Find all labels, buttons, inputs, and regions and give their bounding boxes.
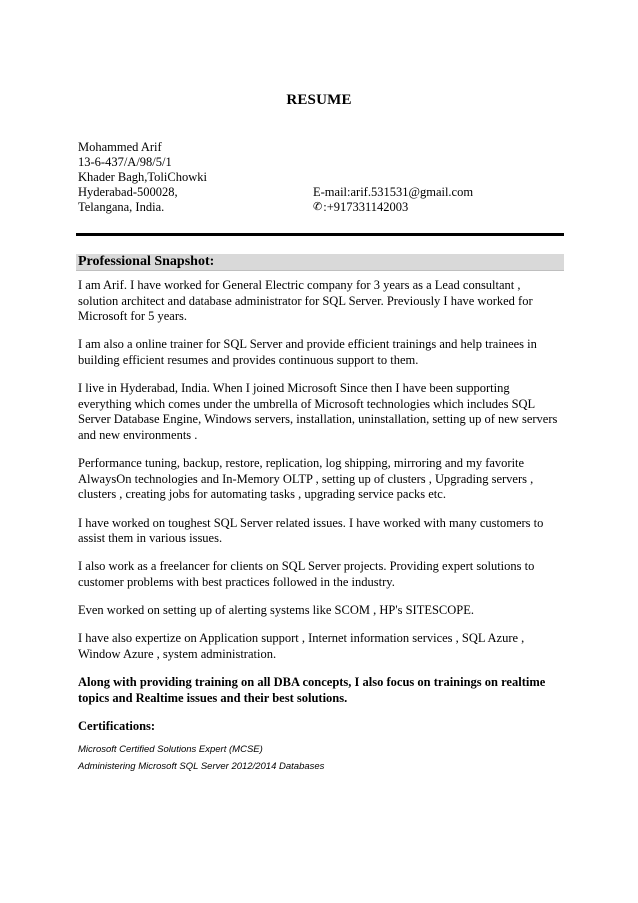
paragraph: I am Arif. I have worked for General Electric company for 3 years as a Lead consultant , solution architect and database administrator for SQL Server. Previously I have worked for Microsoft for 5 years. — [78, 278, 533, 324]
contact-state: Telangana, India. — [78, 200, 165, 214]
paragraph: I am also a online trainer for SQL Server and provide efficient trainings and help trainees in building efficient resumes and provides continuous support to them. — [78, 337, 537, 367]
contact-details — [313, 185, 473, 215]
highlight-paragraph: Along with providing training on all DBA concepts, I also focus on trainings on realtime topics and Realtime issues and their best solutions. — [78, 675, 546, 705]
contact-email: E-mail:arif.531531@gmail.com — [313, 185, 474, 199]
contact-block — [78, 140, 207, 215]
contact-phone: :+917331142003 — [323, 200, 409, 214]
contact-address-line2: Khader Bagh,ToliChowki — [78, 170, 207, 184]
contact-address-line1: 13-6-437/A/98/5/1 — [78, 155, 172, 169]
paragraph: Even worked on setting up of alerting systems like SCOM , HP's SITESCOPE. — [78, 603, 474, 618]
section-header-bar — [76, 254, 564, 271]
certifications-heading: Certifications: — [78, 718, 156, 733]
snapshot-body — [78, 278, 562, 775]
resume-title: RESUME — [286, 92, 352, 108]
contact-city: Hyderabad-500028, — [78, 185, 178, 199]
header-divider — [76, 233, 564, 236]
certification-item: Microsoft Certified Solutions Expert (MCSE) — [78, 744, 263, 756]
certification-item: Administering Microsoft SQL Server 2012/2014 Databases — [78, 761, 325, 773]
contact-phone-row — [313, 200, 473, 215]
paragraph: I have worked on toughest SQL Server related issues. I have worked with many customers to assist them in various issues. — [78, 515, 544, 546]
phone-icon: ✆ — [313, 201, 323, 213]
paragraph: I also work as a freelancer for clients on SQL Server projects. Providing expert solutions to customer problems with best practices followed in the industry. — [78, 559, 535, 589]
paragraph: I have also expertize on Application support , Internet information services , SQL Azure , Window Azure , system administration. — [78, 631, 525, 661]
contact-name: Mohammed Arif — [78, 140, 162, 154]
paragraph: I live in Hyderabad, India. When I joined Microsoft Since then I have been supporting everything which comes under the umbrella of Microsoft technologies which includes SQL Server Database Engine, Windows servers, installation, uninstallation, setting up of new servers and new environments . — [78, 381, 558, 442]
section-title: Professional Snapshot: — [78, 254, 215, 269]
paragraph: Performance tuning, backup, restore, replication, log shipping, mirroring and my favorite AlwaysOn technologies and In-Memory OLTP , setting up of clusters , Upgrading servers , clusters , creating jobs for automating tasks , upgrading service packs etc. — [78, 456, 534, 502]
